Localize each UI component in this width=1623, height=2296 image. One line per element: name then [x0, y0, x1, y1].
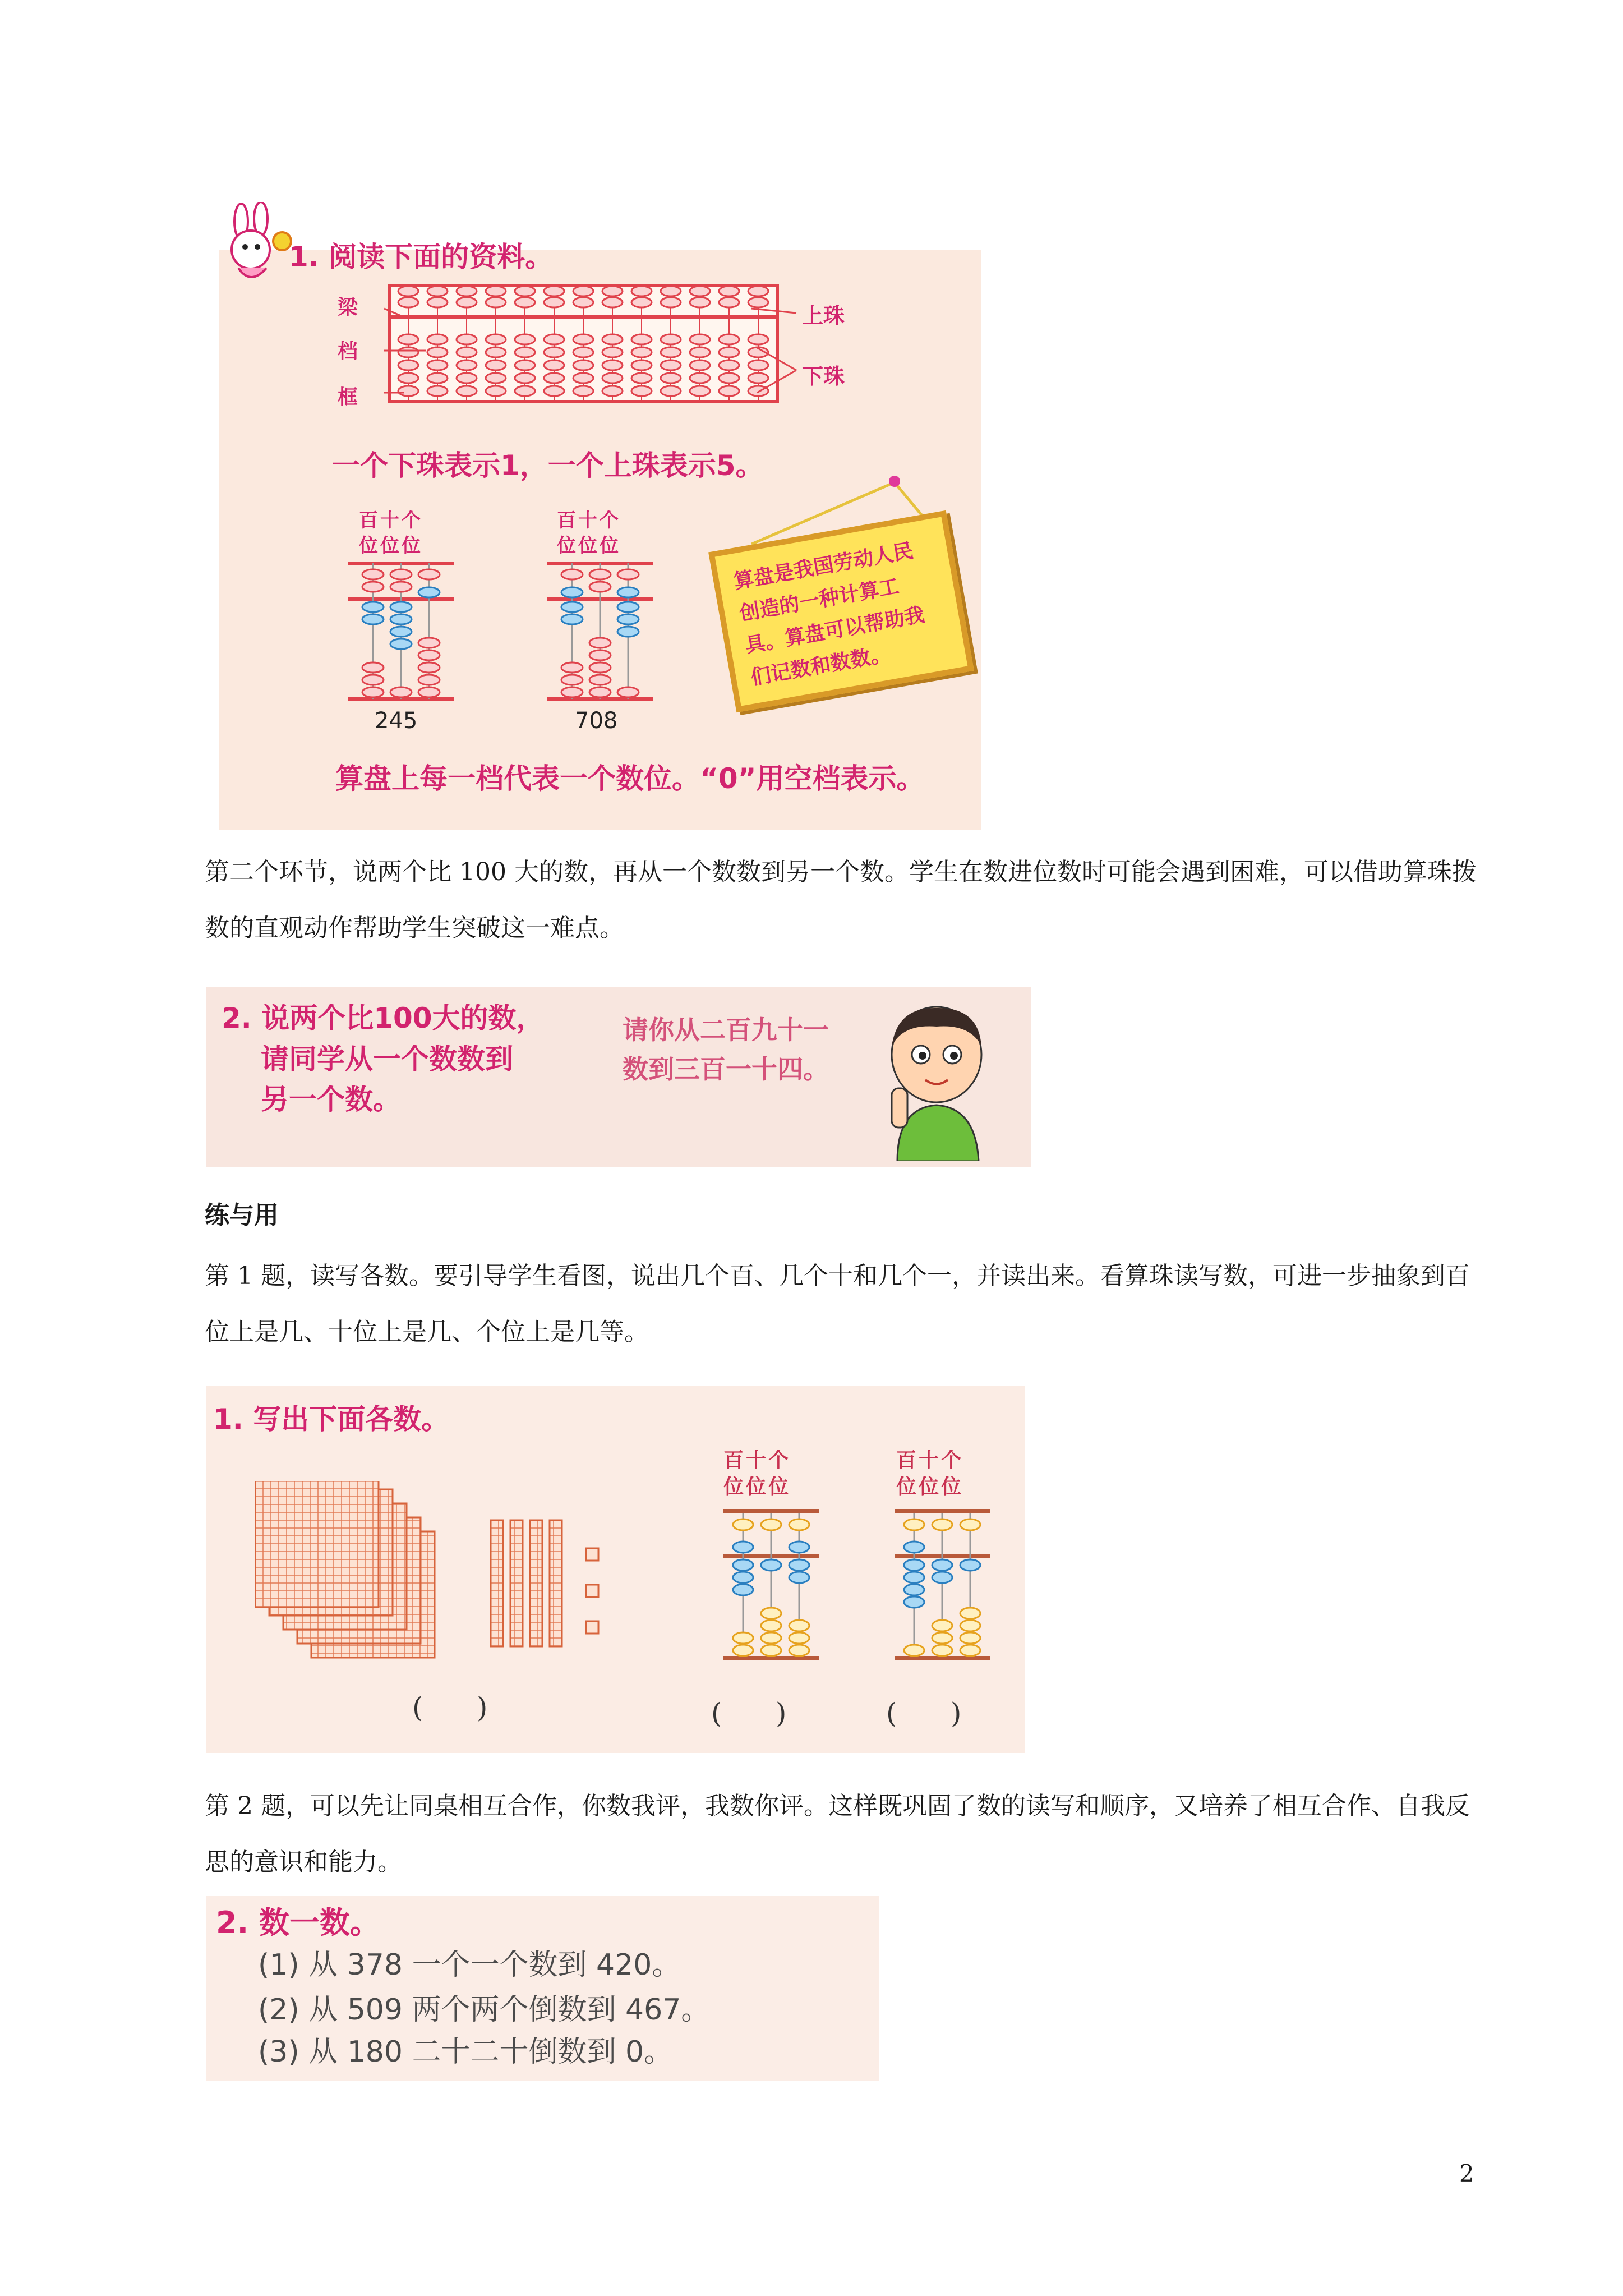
example-number-708: 708	[575, 708, 618, 734]
boy-character-icon	[875, 1001, 998, 1161]
paragraph-segment-2: 第二个环节，说两个比 100 大的数，再从一个数数到另一个数。学生在数进位数时可能会遇到困难，可以借助算珠拨数的直观动作帮助学生突破这一难点。	[205, 858, 1477, 942]
page-number: 2	[1459, 2160, 1474, 2187]
answer-blank-3[interactable]: ( )	[886, 1697, 962, 1729]
speech-bubble-line2: 数到三百一十四。	[623, 1054, 829, 1084]
label-frame: 框	[338, 386, 358, 409]
label-lower-bead: 下珠	[802, 364, 845, 389]
abacus-exercise-1	[723, 1509, 819, 1660]
section2-line2: 请同学从一个数数到	[261, 1043, 513, 1075]
section3-title: 1. 写出下面各数。	[213, 1403, 450, 1435]
example-number-245: 245	[375, 708, 418, 734]
speech-bubble-line1: 请你从二百九十一	[623, 1015, 829, 1045]
abacus-footer-text: 算盘上每一档代表一个数位。“0”用空档表示。	[335, 762, 925, 795]
base-ten-blocks	[255, 1481, 648, 1666]
place-header-bottom-1: 位位位	[359, 535, 423, 557]
label-beam: 梁	[338, 296, 358, 319]
count-item-3: (3) 从 180 二十二十倒数到 0。	[258, 2035, 674, 2069]
place-header-top-1: 百十个	[359, 509, 423, 532]
abacus-example-245	[348, 561, 454, 701]
answer-blank-2[interactable]: ( )	[711, 1697, 787, 1729]
place-header-bottom-2: 位位位	[557, 535, 621, 557]
section1-title: 1. 阅读下面的资料。	[289, 241, 554, 273]
rabbit-mascot-icon	[216, 202, 294, 292]
label-rod: 档	[338, 340, 358, 363]
place-header-bottom-4: 位位位	[896, 1475, 964, 1498]
answer-blank-1[interactable]: ( )	[412, 1691, 488, 1724]
section4-title: 2. 数一数。	[216, 1905, 380, 1940]
paragraph-question-2: 第 2 题，可以先让同桌相互合作，你数我评，我数你评。这样既巩固了数的读写和顺序，又培养了相互合作、自我反思的意识和能力。	[205, 1792, 1470, 1876]
section2-line1: 2. 说两个比100大的数，	[222, 1002, 545, 1034]
bead-rule-text: 一个下珠表示1，一个上珠表示5。	[332, 449, 764, 482]
place-header-top-2: 百十个	[557, 509, 621, 532]
practice-heading: 练与用	[205, 1201, 279, 1230]
count-item-1: (1) 从 378 一个一个数到 420。	[258, 1948, 681, 1982]
place-header-top-3: 百十个	[723, 1449, 791, 1472]
abacus-leader-lines	[370, 292, 819, 409]
abacus-exercise-2	[895, 1509, 990, 1660]
place-header-bottom-3: 位位位	[723, 1475, 791, 1498]
count-item-2: (2) 从 509 两个两个倒数到 467。	[258, 1993, 711, 2027]
notice-text: 算盘是我国劳动人民创造的一种计算工具。算盘可以帮助我们记数和数数。	[732, 539, 926, 690]
abacus-example-708	[547, 561, 653, 701]
label-upper-bead: 上珠	[802, 303, 845, 328]
section2-line3: 另一个数。	[261, 1083, 401, 1116]
place-header-top-4: 百十个	[896, 1449, 964, 1472]
paragraph-question-1: 第 1 题，读写各数。要引导学生看图，说出几个百、几个十和几个一，并读出来。看算珠读写数，可进一步抽象到百位上是几、十位上是几、个位上是几等。	[205, 1262, 1470, 1346]
